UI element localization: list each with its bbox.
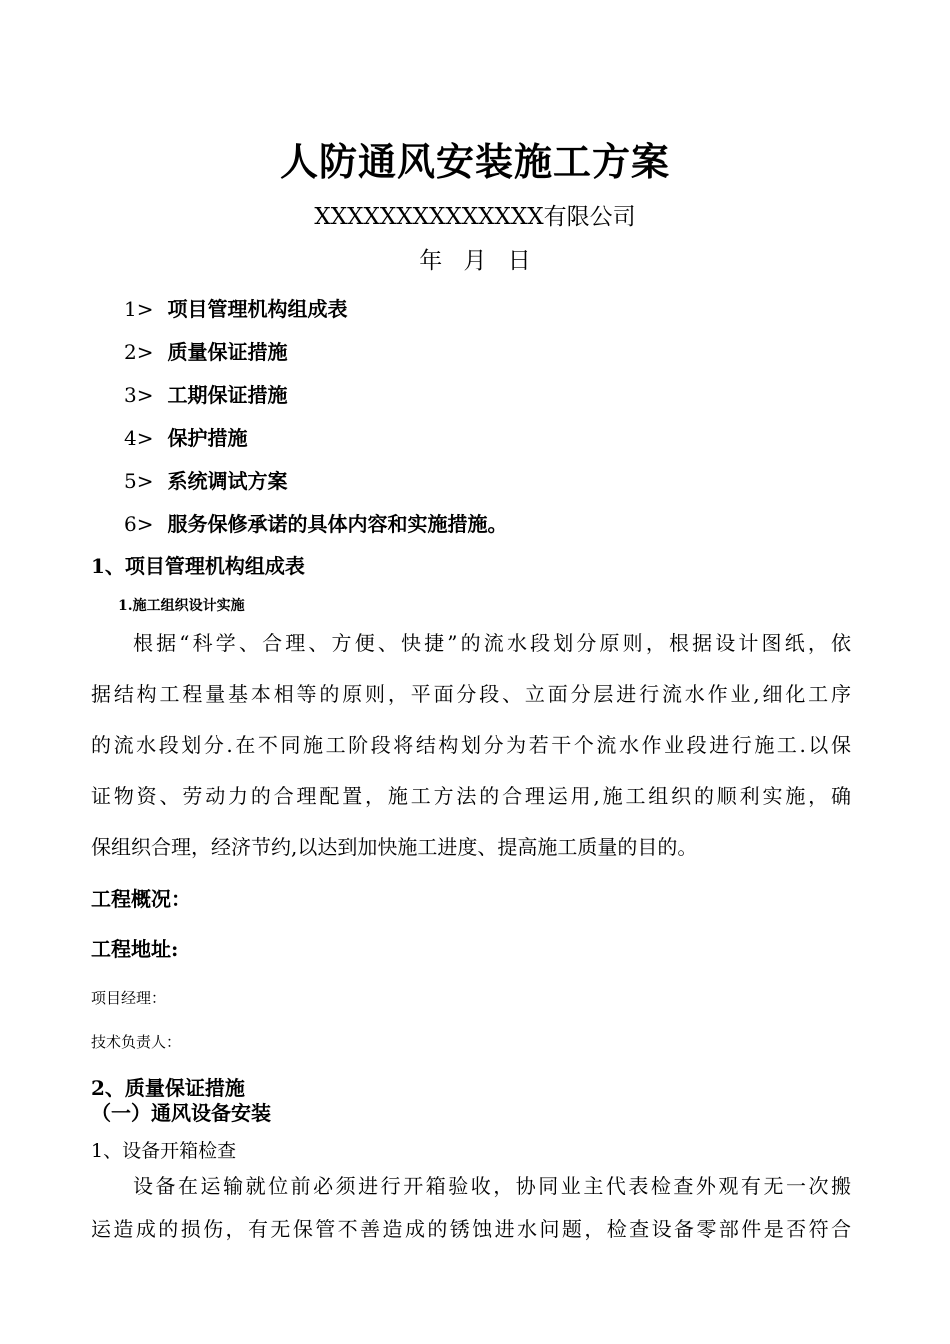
paragraph-line: 运造成的损伤，有无保管不善造成的锈蚀进水问题，检查设备零部件是否符合 <box>91 1217 851 1241</box>
company-name: XXXXXXXXXXXXXX有限公司 <box>314 204 636 230</box>
project-overview-label: 工程概况： <box>91 887 191 911</box>
toc-text: 项目管理机构组成表 <box>167 297 348 321</box>
toc-number: 5> <box>124 469 154 493</box>
section-1-heading: 1、项目管理机构组成表 <box>91 554 305 578</box>
section-1-paragraph <box>91 618 851 873</box>
toc-text: 保护措施 <box>167 426 248 450</box>
section-2-heading: 2、质量保证措施 <box>91 1076 245 1100</box>
paragraph-line: 的流水段划分.在不同施工阶段将结构划分为若干个流水作业段进行施工.以保 <box>91 733 851 757</box>
toc-number: 4> <box>124 426 154 450</box>
toc-item <box>124 380 287 410</box>
paragraph-line: 根据“科学、合理、方便、快捷”的流水段划分原则，根据设计图纸，依 <box>133 631 851 655</box>
document-title: 人防通风安装施工方案 <box>279 139 670 184</box>
toc-item <box>124 337 287 367</box>
paragraph-line: 据结构工程量基本相等的原则，平面分段、立面分层进行流水作业,细化工序 <box>91 682 851 706</box>
toc-item <box>124 294 347 324</box>
toc-text: 服务保修承诺的具体内容和实施措施。 <box>167 512 508 536</box>
paragraph-line: 设备在运输就位前必须进行开箱验收，协同业主代表检查外观有无一次搬 <box>133 1174 851 1198</box>
technical-lead-label: 技术负责人： <box>91 1033 182 1051</box>
paragraph-line: 证物资、劳动力的合理配置，施工方法的合理运用,施工组织的顺利实施，确 <box>91 784 851 808</box>
toc-text: 质量保证措施 <box>167 340 288 364</box>
toc-number: 3> <box>124 383 154 407</box>
section-1-subheading: 1.施工组织设计实施 <box>118 598 245 614</box>
toc-number: 2> <box>124 340 154 364</box>
toc-number: 1> <box>124 297 154 321</box>
toc-number: 6> <box>124 512 154 536</box>
paragraph-line: 保组织合理，经济节约,以达到加快施工进度、提高施工质量的目的。 <box>91 835 698 859</box>
toc-item <box>124 423 247 453</box>
project-manager-label: 项目经理： <box>91 989 167 1007</box>
project-address-label: 工程地址: <box>91 937 179 961</box>
document-date: 年 月 日 <box>419 248 531 274</box>
toc-text: 工期保证措施 <box>167 383 288 407</box>
toc-item <box>124 509 507 539</box>
section-2-paragraph <box>91 1165 851 1251</box>
toc-item <box>124 466 287 496</box>
toc-text: 系统调试方案 <box>167 469 288 493</box>
section-2-subheading: （一）通风设备安装 <box>91 1101 271 1125</box>
item-1-title: 1、设备开箱检查 <box>91 1140 237 1162</box>
